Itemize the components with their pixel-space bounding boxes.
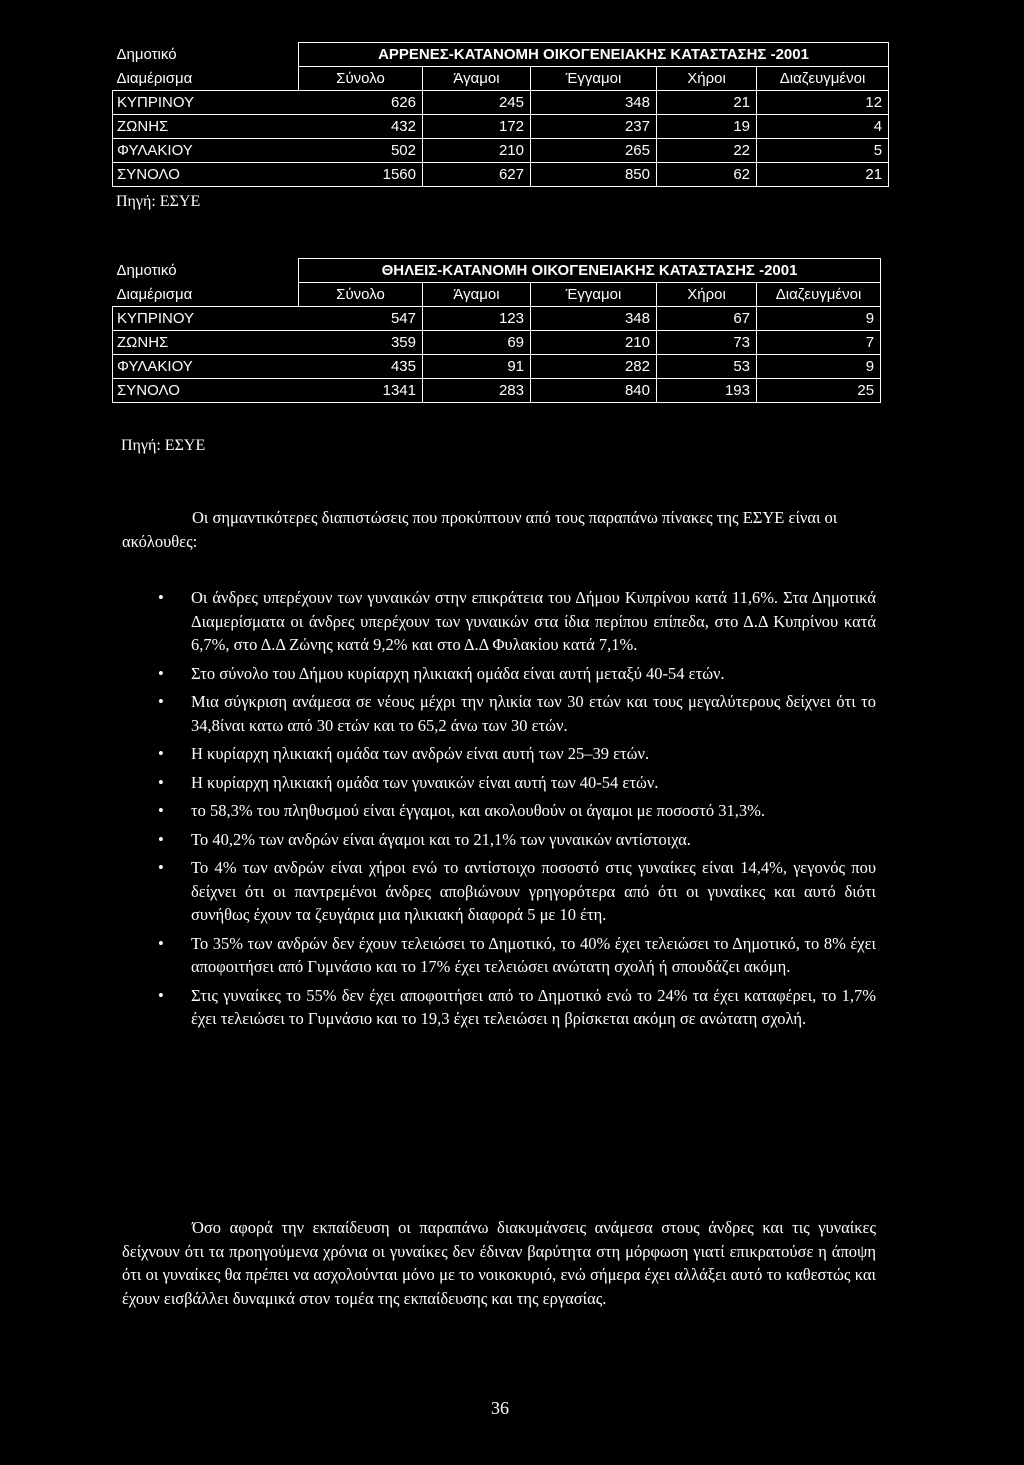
row-label: ΚΥΠΡΙΝΟΥ <box>113 91 299 115</box>
table-cell: 1341 <box>299 379 423 403</box>
bullet-icon: • <box>158 985 164 1005</box>
table-cell: 22 <box>657 139 757 163</box>
table-cell: 12 <box>757 91 889 115</box>
table-side-header: Δημοτικό <box>116 262 177 279</box>
row-label: ΖΩΝΗΣ <box>113 115 299 139</box>
column-header: Έγγαμοι <box>531 67 657 91</box>
bullet-icon: • <box>158 692 164 711</box>
table-cell: 123 <box>423 307 531 331</box>
column-header: Χήροι <box>657 67 757 91</box>
list-item-text: Στο σύνολο του Δήμου κυρίαρχη ηλικιακή ομάδα είναι αυτή μεταξύ 40-54 ετών. <box>191 663 725 683</box>
table-cell: 19 <box>657 115 757 139</box>
table-cell: 25 <box>757 379 881 403</box>
bullet-icon: • <box>158 588 164 607</box>
list-item <box>122 771 876 795</box>
table-row <box>113 331 881 355</box>
list-item-text: Οι άνδρες υπερέχουν των γυναικών στην επικράτεια του Δήμου Κυπρίνου κατά 11,6%. Στα Δημοτικά Διαμερίσματα οι άνδρες υπερέχουν των γυναικών στα ίδια περίπου επίπεδα, στο Δ.Δ Κυπρίνου κατά 6,7%, στο Δ.Δ Ζώνης κατά 9,2% και στο Δ.Δ Φυλακίου κατά 7,1%. <box>191 588 876 654</box>
row-label: ΣΥΝΟΛΟ <box>113 163 299 187</box>
table-cell: 265 <box>531 139 657 163</box>
table-cell: 172 <box>423 115 531 139</box>
table-row <box>113 163 889 187</box>
table-cell: 502 <box>299 139 423 163</box>
table-row <box>113 139 889 163</box>
bullet-icon: • <box>158 744 164 763</box>
table-source: Πηγή: ΕΣΥΕ <box>121 437 206 454</box>
table-title: ΘΗΛΕΙΣ-ΚΑΤΑΝΟΜΗ ΟΙΚΟΓΕΝΕΙΑΚΗΣ ΚΑΤΑΣΤΑΣΗΣ -2001 <box>299 259 881 283</box>
table-cell: 69 <box>423 331 531 355</box>
table-cell: 435 <box>299 355 423 379</box>
table-cell: 210 <box>423 139 531 163</box>
table-cell: 245 <box>423 91 531 115</box>
table-cell: 4 <box>757 115 889 139</box>
table-cell: 9 <box>757 355 881 379</box>
list-item-text: Το 40,2% των ανδρών είναι άγαμοι και το 21,1% των γυναικών αντίστοιχα. <box>191 829 691 849</box>
table-cell: 432 <box>299 115 423 139</box>
table-cell: 348 <box>531 307 657 331</box>
intro-text: Οι σημαντικότερες διαπιστώσεις που προκύπτουν από τους παραπάνω πίνακες της ΕΣΥΕ είναι οι ακόλουθες: <box>122 508 838 551</box>
list-item <box>122 799 876 823</box>
column-header: Άγαμοι <box>423 67 531 91</box>
row-label: ΣΥΝΟΛΟ <box>113 379 299 403</box>
table-source: Πηγή: ΕΣΥΕ <box>116 193 201 210</box>
bullet-icon: • <box>158 772 164 792</box>
list-item <box>122 742 876 766</box>
table-cell: 237 <box>531 115 657 139</box>
table-cell: 67 <box>657 307 757 331</box>
table-cell: 21 <box>657 91 757 115</box>
table-cell: 62 <box>657 163 757 187</box>
table-cell: 53 <box>657 355 757 379</box>
table-cell: 91 <box>423 355 531 379</box>
table-cell: 210 <box>531 331 657 355</box>
closing-text: Όσο αφορά την εκπαίδευση οι παραπάνω διακυμάνσεις ανάμεσα στους άνδρες και τις γυναίκες δείχνουν ότι τα προηγούμενα χρόνια οι γυναίκες δεν έδιναν βαρύτητα στη μόρφωση γιατί επικρατούσε η άποψη ότι οι γυναίκες θα πρέπει να ασχολούνται μόνο με το νοικοκυριό, ενώ σήμερα έχει αλλάξει αυτό το καθεστώς και έχουν εισβάλλει δυναμικά στον τομέα της εκπαίδευσης και της εργασίας. <box>122 1218 876 1308</box>
list-item-text: Το 4% των ανδρών είναι χήροι ενώ το αντίστοιχο ποσοστό στις γυναίκες είναι 14,4%, γεγονός που δείχνει ότι οι παντρεμένοι άνδρες αποβιώνουν γρηγορότερα από ότι οι γυναίκες και αυτό διότι συνήθως έχουν τα ζευγάρια μια ηλικιακή διαφορά 5 με 10 έτη. <box>191 858 876 924</box>
list-item <box>122 586 876 657</box>
table-cell: 193 <box>657 379 757 403</box>
list-item-text: Το 35% των ανδρών δεν έχουν τελειώσει το Δημοτικό, το 40% έχει τελειώσει το Δημοτικό, το 8% έχει αποφοιτήσει από Γυμνάσιο και το 17% έχει τελειώσει ανώτατη σχολή ή σπουδάζει ακόμη. <box>191 933 876 976</box>
table-cell: 840 <box>531 379 657 403</box>
findings-list <box>122 586 876 1036</box>
table-cell: 5 <box>757 139 889 163</box>
table-cell: 626 <box>299 91 423 115</box>
table-cell: 283 <box>423 379 531 403</box>
column-header: Διαζευγμένοι <box>757 283 881 307</box>
table-males <box>112 42 889 187</box>
list-item <box>122 690 876 737</box>
table-row <box>113 115 889 139</box>
table-row <box>113 307 881 331</box>
page-number: 36 <box>491 1398 509 1418</box>
row-label: ΖΩΝΗΣ <box>113 331 299 355</box>
table-cell: 547 <box>299 307 423 331</box>
list-item <box>122 856 876 927</box>
column-header: Χήροι <box>657 283 757 307</box>
table-cell: 1560 <box>299 163 423 187</box>
list-item <box>122 932 876 979</box>
column-header: Διαζευγμένοι <box>757 67 889 91</box>
bullet-icon: • <box>158 933 164 953</box>
table-cell: 627 <box>423 163 531 187</box>
table-cell: 282 <box>531 355 657 379</box>
row-label: ΚΥΠΡΙΝΟΥ <box>113 307 299 331</box>
table-row <box>113 91 889 115</box>
column-header: Έγγαμοι <box>531 283 657 307</box>
intro-paragraph <box>122 506 876 553</box>
table-row <box>113 379 881 403</box>
table-side-header: Διαμέρισμα <box>116 285 193 303</box>
table-side-header: Διαμέρισμα <box>116 69 193 87</box>
bullet-icon: • <box>158 801 164 820</box>
list-item <box>122 984 876 1031</box>
table-side-header: Δημοτικό <box>116 46 177 63</box>
table-cell: 73 <box>657 331 757 355</box>
list-item-text: Η κυρίαρχη ηλικιακή ομάδα των γυναικών είναι αυτή των 40-54 ετών. <box>191 772 659 792</box>
table-cell: 348 <box>531 91 657 115</box>
column-header: Άγαμοι <box>423 283 531 307</box>
table-cell: 359 <box>299 331 423 355</box>
column-header: Σύνολο <box>299 67 423 91</box>
table-title: ΑΡΡΕΝΕΣ-ΚΑΤΑΝΟΜΗ ΟΙΚΟΓΕΝΕΙΑΚΗΣ ΚΑΤΑΣΤΑΣΗΣ -2001 <box>299 43 889 67</box>
table-cell: 7 <box>757 331 881 355</box>
list-item-text: το 58,3% του πληθυσμού είναι έγγαμοι, και ακολουθούν οι άγαμοι με ποσοστό 31,3%. <box>191 801 765 820</box>
bullet-icon: • <box>158 829 164 849</box>
list-item <box>122 828 876 852</box>
row-label: ΦΥΛΑΚΙΟΥ <box>113 139 299 163</box>
bullet-icon: • <box>158 858 164 877</box>
list-item <box>122 662 876 686</box>
row-label: ΦΥΛΑΚΙΟΥ <box>113 355 299 379</box>
list-item-text: Στις γυναίκες το 55% δεν έχει αποφοιτήσει από το Δημοτικό ενώ το 24% τα έχει καταφέρει, το 1,7% έχει τελειώσει το Γυμνάσιο και το 19,3 έχει τελειώσει η βρίσκεται ακόμη σε ανώτατη σχολή. <box>191 985 876 1028</box>
bullet-icon: • <box>158 663 164 683</box>
closing-paragraph <box>122 1216 876 1310</box>
list-item-text: Η κυρίαρχη ηλικιακή ομάδα των ανδρών είναι αυτή των 25–39 ετών. <box>191 744 650 763</box>
column-header: Σύνολο <box>299 283 423 307</box>
table-cell: 9 <box>757 307 881 331</box>
table-females <box>112 258 881 403</box>
table-cell: 21 <box>757 163 889 187</box>
table-row <box>113 355 881 379</box>
table-cell: 850 <box>531 163 657 187</box>
list-item-text: Μια σύγκριση ανάμεσα σε νέους μέχρι την ηλικία των 30 ετών και τους μεγαλύτερους δείχνει ότι το 34,8ίναι κατω από 30 ετών και το 65,2 άνω των 30 ετών. <box>191 692 876 735</box>
